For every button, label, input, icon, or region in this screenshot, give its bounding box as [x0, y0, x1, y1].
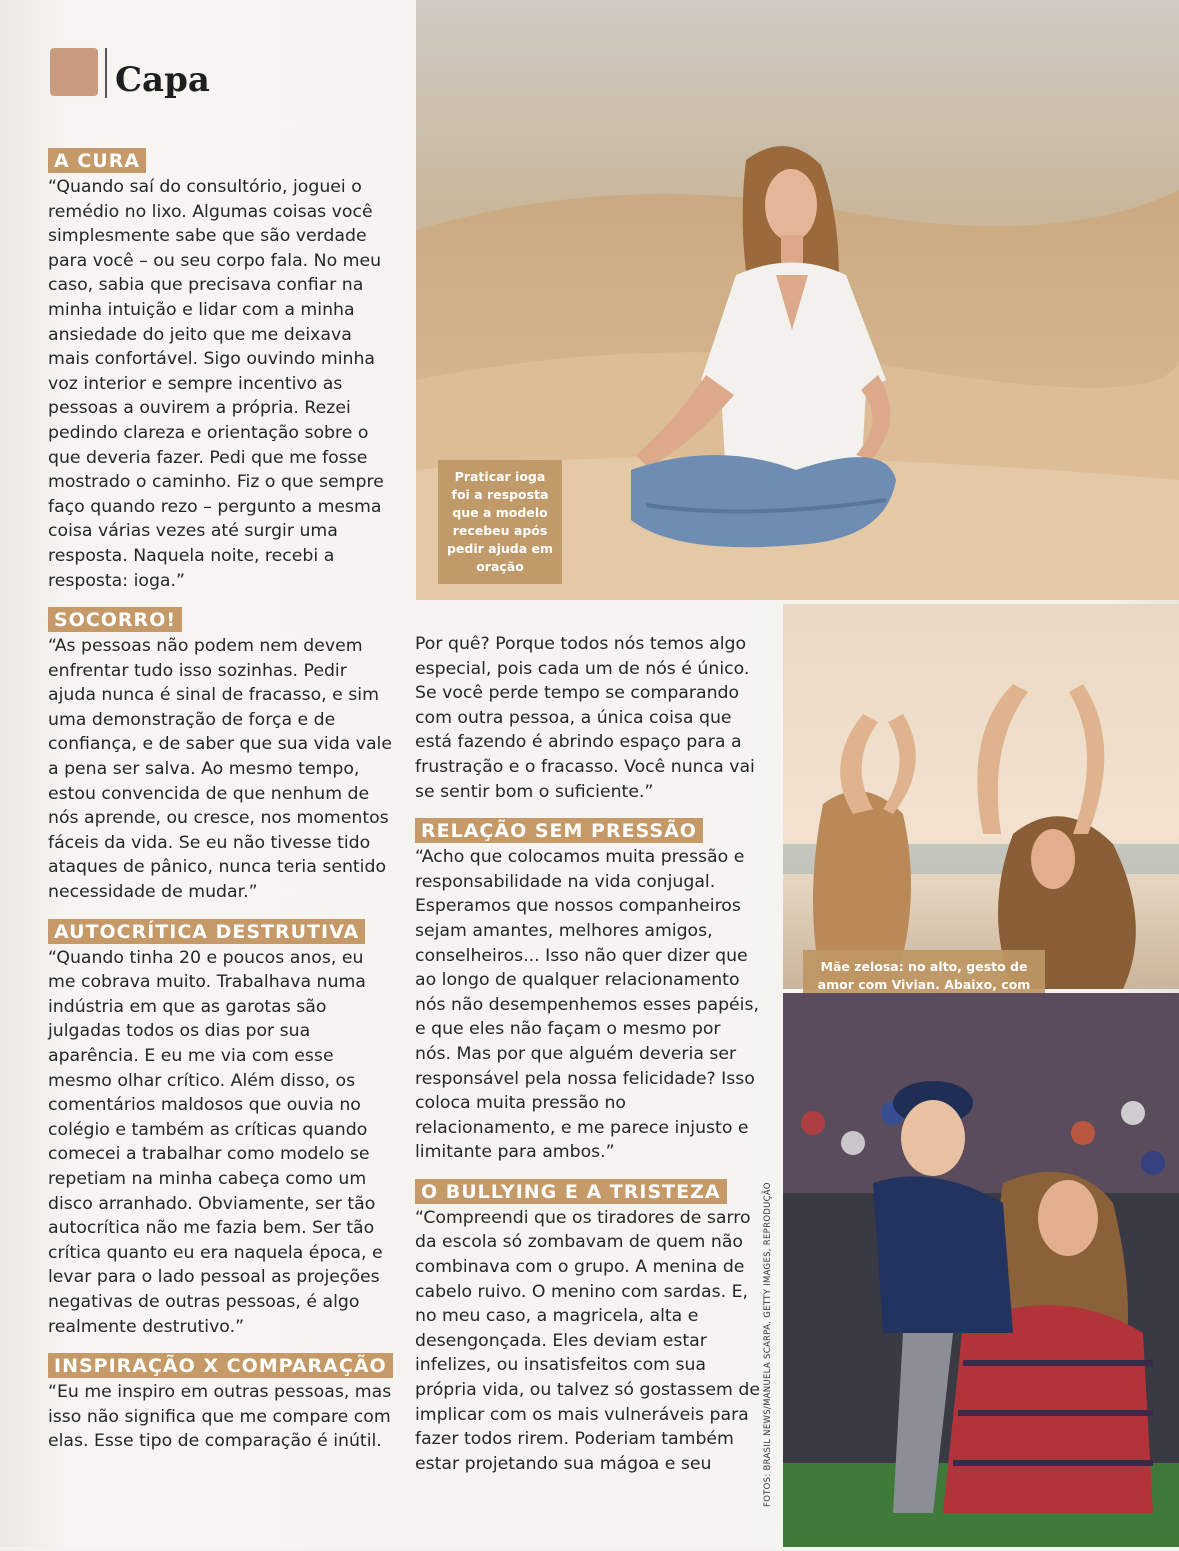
body-relacao: “Acho que colocamos muita pressão e responsabilidade na vida conjugal. Esperamos que nossos companheiros sejam amantes, melhores amigos, conselheiros... Isso não quer dizer que ao longo de qualquer relacionamento nós não desempenhemos esses papéis, e que eles não façam o mesmo por nós. Mas por que alguém deveria ser responsável pela nossa felicidade? Isso coloca muita pressão no relacionamento, e me parece injusto e limitante para ambos.” [415, 847, 759, 1163]
section-title: Capa [115, 60, 210, 100]
heading-relacao: RELAÇÃO SEM PRESSÃO [415, 818, 703, 843]
stadium-photo-illustration [783, 993, 1179, 1547]
heading-autocritica: AUTOCRÍTICA DESTRUTIVA [48, 919, 365, 944]
body-autocritica: “Quando tinha 20 e poucos anos, eu me cobrava muito. Trabalhava numa indústria em que as garotas são julgadas todos os dias por sua aparência. E eu me via com esse mesmo olhar crítico. Além disso, os comentários maldosos que ouvia no colégio e também as críticas quando comecei a trabalhar como modelo se repetiam na minha cabeça como um disco arranhado. Obviamente, ser tão autocrítica não me fazia bem. Ser tão crítica quanto eu era naquela época, e levar para o lado pessoal as projeções negativas de outras pessoas, é algo realmente destrutivo.” [48, 947, 383, 1337]
photo-credit: FOTOS: BRASIL NEWS/MANUELA SCARPA, GETTY IMAGES, REPRODUÇÃO [763, 1182, 773, 1507]
heading-inspiracao: INSPIRAÇÃO X COMPARAÇÃO [48, 1353, 393, 1378]
stadium-photo [783, 993, 1179, 1547]
section-bullying [415, 1179, 760, 1477]
section-a-cura [48, 148, 393, 593]
heading-bullying: O BULLYING E A TRISTEZA [415, 1179, 727, 1204]
section-inspiracao-continued [415, 632, 760, 804]
section-inspiracao [48, 1353, 393, 1454]
body-bullying: “Compreendi que os tiradores de sarro da escola só zombavam de quem não combinava com o grupo. A menina de cabelo ruivo. O menino com sardas. E, no meu caso, a magricela, alta e desengonçada. Eles deviam estar infelizes, ou insatisfeitos com sua própria vida, ou talvez só gostassem de implicar com os mais vulneráveis para fazer todos rirem. Poderiam também estar projetando sua mágoa e seu [415, 1207, 760, 1474]
body-a-cura: “Quando saí do consultório, joguei o remédio no lixo. Algumas coisas você simplesmente sabe que são verdade para você – ou seu corpo fala. No meu caso, sabia que precisava confiar na minha intuição e lidar com a minha ansiedade do jeito que me deixava mais confortável. Sigo ouvindo minha voz interior e sempre incentivo as pessoas a ouvirem a própria. Rezei pedindo clareza e orientação sobre o que deveria fazer. Pedi que me fosse mostrado o caminho. Fiz o que sempre faço quando rezo – pergunto a mesma coisa várias vezes até surgir uma resposta. Naquela noite, recebi a resposta: ioga.” [48, 177, 384, 591]
section-autocritica [48, 919, 393, 1340]
body-inspiracao-continued: Por quê? Porque todos nós temos algo especial, pois cada um de nós é único. Se você perde tempo se comparando com outra pessoa, a única coisa que está fazendo é abrindo espaço para a frustração e o fracasso. Você nunca vai se sentir bom o suficiente.” [415, 634, 755, 802]
family-photo-caption: Mãe zelosa: no alto, gesto de amor com Vivian. Abaixo, com [803, 950, 1045, 1020]
left-column [48, 148, 393, 1468]
middle-column [415, 632, 760, 1490]
body-inspiracao: “Eu me inspiro em outras pessoas, mas isso não significa que me compare com elas. Esse tipo de comparação é inútil. [48, 1382, 392, 1452]
yoga-photo [416, 0, 1179, 600]
heart-photo-illustration [783, 604, 1179, 989]
body-socorro: “As pessoas não podem nem devem enfrentar tudo isso sozinhas. Pedir ajuda nunca é sinal de fracasso, e sim uma demonstração de força e de confiança, e de saber que sua vida vale a pena ser salva. Ao mesmo tempo, estou convencida de que nenhum de nós aprende, ou cresce, nos momentos fáceis da vida. Se eu não tivesse tido ataques de pânico, nunca teria sentido necessidade de mudar.” [48, 636, 392, 903]
header-divider [105, 48, 107, 98]
section-logo-square [50, 48, 98, 96]
heading-socorro: SOCORRO! [48, 607, 182, 632]
section-socorro [48, 607, 393, 905]
section-relacao [415, 818, 760, 1165]
heart-gesture-photo [783, 604, 1179, 992]
heading-a-cura: A CURA [48, 148, 146, 173]
yoga-photo-caption: Praticar ioga foi a resposta que a modelo recebeu após pedir ajuda em oração [438, 460, 562, 584]
